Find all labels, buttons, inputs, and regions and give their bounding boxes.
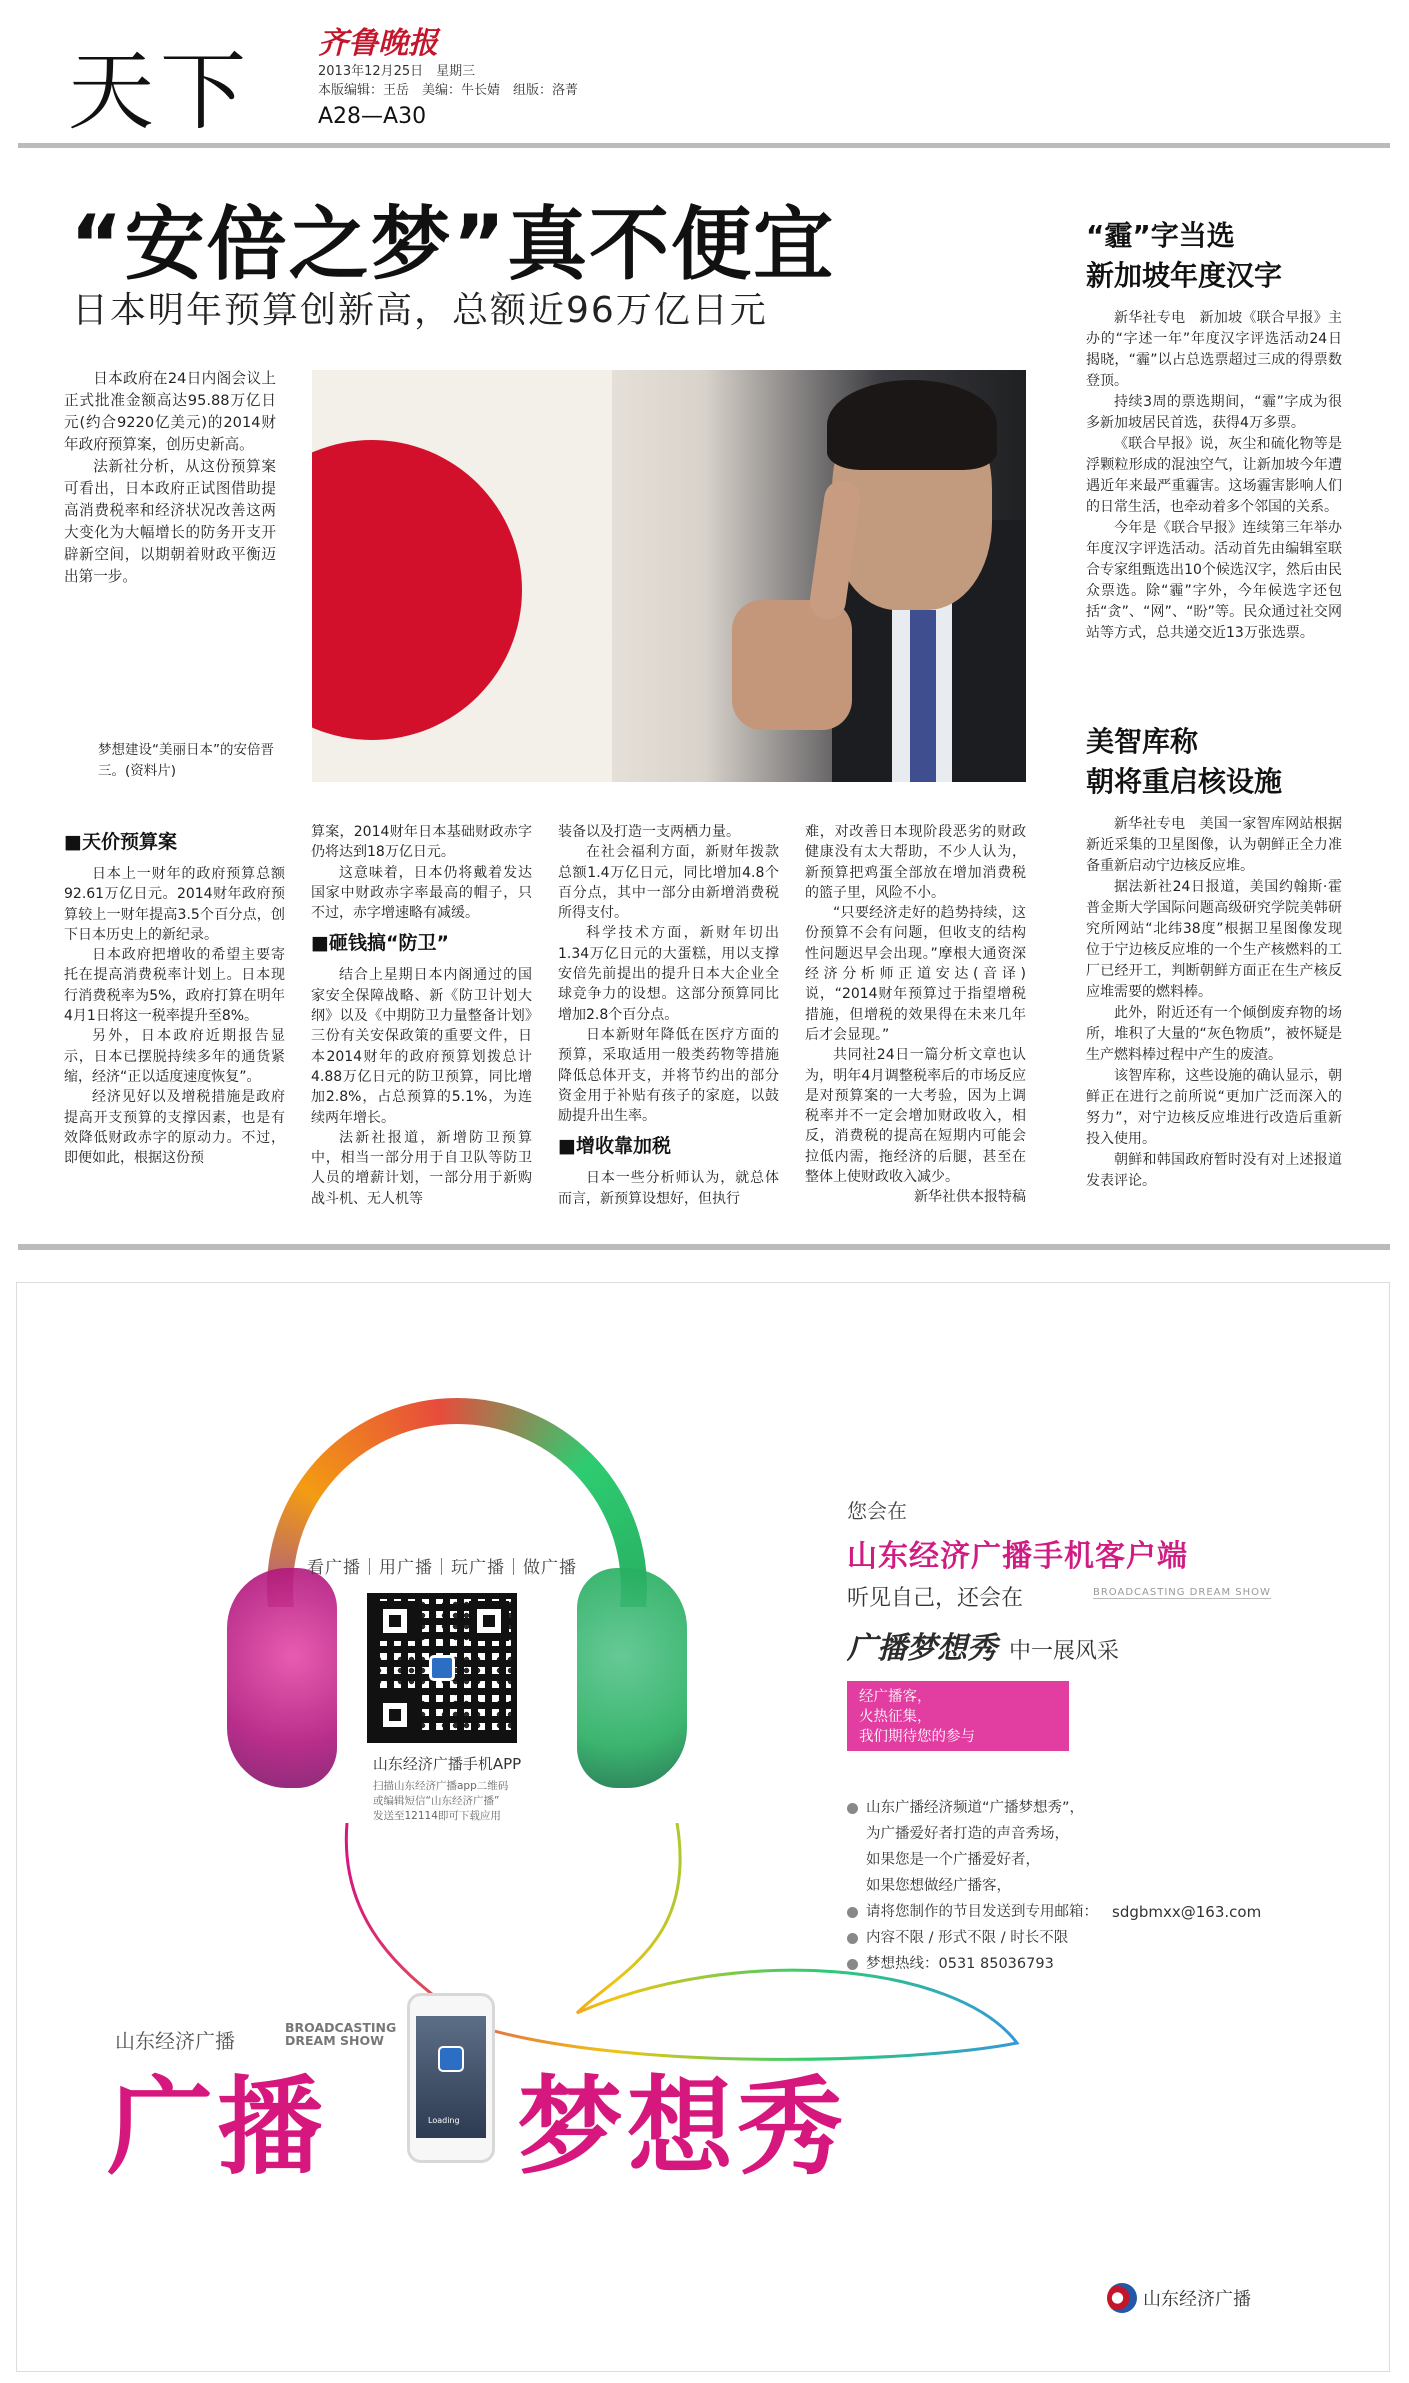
sidebar-title: “霾”字当选 <box>1086 219 1235 252</box>
station-logo-text: 山东经济广播 <box>1143 2289 1251 2310</box>
body-paragraph: 日本新财年降低在医疗方面的预算，采取适用一般类药物等措施降低总体开支，并将节约出的部分资金用于补贴有孩子的家庭，以鼓励提升出生率。 <box>558 1026 779 1125</box>
contact-email[interactable]: sdgbmxx@163.com <box>1112 1903 1262 1921</box>
ad-intro: 您会在 <box>847 1499 907 1523</box>
article-photo <box>312 370 1026 782</box>
body-paragraph: 难，对改善日本现阶段恶劣的财政健康没有太大帮助，不少人认为，新预算把鸡蛋全部放在增加消费税的篮子里，风险不小。 <box>805 824 1026 901</box>
section-subhead: ■砸钱搞“防卫” <box>311 932 449 955</box>
article-column-4 <box>805 822 1026 1232</box>
smartphone-graphic <box>407 1993 495 2163</box>
info-row <box>847 1795 1347 1821</box>
photo-caption: 梦想建设“美丽日本”的安倍晋三。(资料片) <box>98 742 274 779</box>
qr-finder <box>375 1601 415 1641</box>
body-paragraph: 这意味着，日本仍将戴着发达国家中财政赤字率最高的帽子，只不过，赤字增速略有减缓。 <box>311 864 532 922</box>
hotline-label: 梦想热线： <box>866 1956 939 1972</box>
body-paragraph: “只要经济走好的趋势持续，这份预算不会有问题，但收支的结构性问题迟早会出现。”摩根大通资深经济分析师正道安达(音译)说，“2014财年预算过于指望增税措施，但增税的效果得在未来几年后才会显现。” <box>805 905 1026 1043</box>
body-paragraph: 共同社24日一篇分析文章也认为，明年4月调整税率后的市场反应是对预算案的一大考验，因为上调税率并不一定会增加财政收入，相反，消费税的提高在短期内可能会拉低内需，拖经济的后腿，甚至在整体上使财政收入减少。 <box>805 1047 1026 1186</box>
ad-big-title-right: 梦想秀 <box>517 2066 847 2189</box>
sidebar-title: 新加坡年度汉字 <box>1086 259 1283 292</box>
article-byline: 新华社供本报特稿 <box>914 1189 1026 1206</box>
ad-show-name: 广播梦想秀 <box>847 1631 997 1666</box>
info-text: 山东广播经济频道“广播梦想秀”， <box>866 1800 1085 1816</box>
info-row <box>847 1951 1347 1977</box>
info-row <box>847 1899 1347 1925</box>
ad-info-list <box>847 1795 1347 1977</box>
body-paragraph: 科学技术方面，新财年切出1.34万亿日元的大蛋糕，用以支撑安倍先前提出的提升日本大企业全球竞争力的设想。这部分预算同比增加2.8个百分点。 <box>558 925 779 1023</box>
body-paragraph: 经济见好以及增税措施是政府提高开支预算的支撑因素，也是有效降低财政赤字的原动力。不过，即便如此，根据这份预 <box>64 1089 285 1167</box>
qr-code[interactable] <box>367 1593 517 1743</box>
station-logo <box>1107 2283 1251 2313</box>
page-range: A28—A30 <box>318 104 427 129</box>
issue-meta <box>318 62 578 100</box>
advertisement <box>16 1282 1390 2372</box>
info-text: 为广播爱好者打造的声音秀场， <box>866 1826 1069 1842</box>
info-row <box>847 1847 1347 1873</box>
info-text: 如果您想做经广播客， <box>866 1878 1011 1894</box>
article-headline: “安倍之梦”真不便宜 <box>70 198 836 291</box>
bullet-icon <box>847 1933 858 1944</box>
photo-tie <box>910 610 936 782</box>
sidebar-paragraph: 持续3周的票选期间，“霾”字成为很多新加坡居民首选，获得4万多票。 <box>1086 394 1342 431</box>
masthead <box>18 0 1390 148</box>
app-icon <box>438 2046 464 2072</box>
headphone-cup-left <box>227 1568 337 1788</box>
phone-screen <box>416 2016 486 2138</box>
article-lead <box>64 368 276 588</box>
body-paragraph: 另外，日本政府近期报告显示，日本已摆脱持续多年的通货紧缩，经济“正以适度速度恢复”。 <box>64 1028 285 1085</box>
masthead-divider <box>18 143 1390 148</box>
body-paragraph: 算案，2014财年日本基础财政赤字仍将达到18万亿日元。 <box>311 824 532 861</box>
info-text: 如果您是一个广播爱好者， <box>866 1852 1040 1868</box>
body-paragraph: 在社会福利方面，新财年拨款总额1.4万亿日元，同比增加4.8个百分点，其中一部分由新增消费税所得支付。 <box>558 844 779 922</box>
sidebar-title: 美智库称 <box>1086 725 1199 758</box>
bullet-icon <box>847 1907 858 1918</box>
sidebar-text <box>1086 814 1342 1192</box>
callout-line: 经广播客， <box>859 1689 932 1705</box>
section-subhead: ■天价预算案 <box>64 831 177 853</box>
sidebar-paragraph: 此外，附近还有一个倾倒废弃物的场所，堆积了大量的“灰色物质”，被怀疑是生产燃料棒过程中产生的废渣。 <box>1086 1005 1342 1063</box>
ad-hear-line <box>847 1581 1271 1612</box>
callout-line: 火热征集， <box>859 1709 932 1725</box>
issue-date: 2013年12月25日 星期三 <box>318 64 476 79</box>
newspaper-brand: 齐鲁晚报 <box>318 26 438 61</box>
lead-paragraph: 法新社分析，从这份预算案可看出，日本政府正试图借助提高消费税率和经济状况改善这两大变化为大幅增长的防务开支开辟新空间，以期朝着财政平衡迈出第一步。 <box>64 458 276 585</box>
ad-show-suffix: 中一展风采 <box>1009 1639 1120 1664</box>
submit-label: 请将您制作的节目发送到专用邮箱： <box>866 1904 1098 1920</box>
sidebar-paragraph: 据法新社24日报道，美国约翰斯·霍普金斯大学国际问题高级研究学院美韩研究所网站“北纬38度”根据卫星图像发现位于宁边核反应堆的一个生产核燃料的工厂已经开工，判断朝鲜方面正在生产核反应堆需要的燃料棒。 <box>1086 879 1342 1000</box>
info-row <box>847 1925 1347 1951</box>
station-english-line: DREAM SHOW <box>285 2033 384 2048</box>
ad-client-title: 山东经济广播手机客户端 <box>847 1539 1188 1574</box>
ad-show-line <box>847 1623 1119 1667</box>
hotline-number[interactable]: 0531 85036793 <box>938 1956 1054 1972</box>
qr-finder <box>469 1601 509 1641</box>
photo-fist <box>732 600 852 730</box>
callout-line: 我们期待您的参与 <box>859 1729 975 1745</box>
ad-hear-text: 听见自己，还会在 <box>847 1586 1024 1611</box>
ad-callout-box <box>847 1681 1069 1751</box>
sidebar-title: 朝将重启核设施 <box>1086 765 1283 798</box>
sidebar-paragraph: 新华社专电 新加坡《联合早报》主办的“字述一年”年度汉字评选活动24日揭晓，“霾”以占总选票超过三成的得票数登顶。 <box>1086 310 1342 389</box>
body-paragraph: 法新社报道，新增防卫预算中，相当一部分用于自卫队等防卫人员的增薪计划，一部分用于新购战斗机、无人机等 <box>311 1129 532 1207</box>
sidebar-paragraph: 新华社专电 美国一家智库网站根据新近采集的卫星图像，认为朝鲜正全力准备重新启动宁边核反应堆。 <box>1086 816 1342 874</box>
rules-text: 内容不限 / 形式不限 / 时长不限 <box>866 1930 1069 1946</box>
headphone-cup-right <box>577 1568 687 1788</box>
sidebar-paragraph: 今年是《联合早报》连续第三年举办年度汉字评选活动。活动首先由编辑室联合专家组甄选出10个候选汉字，然后由民众票选。除“霾”字外，今年候选字还包括“贪”、“网”、“盼”等。民众通过社交网站等方式，总共递交近13万张选票。 <box>1086 520 1342 641</box>
body-paragraph: 日本政府把增收的希望主要寄托在提高消费税率计划上。日本现行消费税率为5%，政府打算在明年4月1日将这一税率提升至8%。 <box>64 947 285 1025</box>
section-divider <box>18 1244 1390 1250</box>
station-logo-icon <box>1107 2283 1137 2313</box>
sidebar-text <box>1086 308 1342 644</box>
article-column-2 <box>311 822 532 1232</box>
phone-loading-text: Loading <box>428 2116 460 2125</box>
section-subhead: ■增收靠加税 <box>558 1135 671 1158</box>
station-english-line: BROADCASTING <box>285 2020 397 2035</box>
article-subheadline: 日本明年预算创新高，总额近96万亿日元 <box>72 290 768 331</box>
article-body <box>64 822 1026 1232</box>
ad-hear-english: BROADCASTING DREAM SHOW <box>1093 1587 1271 1598</box>
bullet-icon <box>847 1803 858 1814</box>
photo-hair <box>827 380 997 470</box>
editor-credits: 本版编辑：王岳 美编：牛长婧 组版：洛菁 <box>318 83 579 98</box>
sidebar-paragraph: 该智库称，这些设施的确认显示，朝鲜正在进行之前所说“更加广泛而深入的努力”，对宁边核反应堆进行改造后重新投入使用。 <box>1086 1068 1342 1147</box>
article-column-1 <box>64 822 285 1232</box>
ad-big-title-left: 广播 <box>107 2066 327 2189</box>
sidebar-paragraph: 《联合早报》说，灰尘和硫化物等是浮颗粒形成的混浊空气，让新加坡今年遭遇近年来最严重霾害。这场霾害影响人们的日常生活，也牵动着多个邻国的关系。 <box>1086 436 1342 515</box>
sidebar-story-nuclear <box>1086 722 1342 1192</box>
qr-finder <box>375 1695 415 1735</box>
app-logo-icon <box>429 1655 455 1681</box>
ad-tagline: 看广播｜用广播｜玩广播｜做广播 <box>307 1558 577 1578</box>
body-paragraph: 日本上一财年的政府预算总额92.61万亿日元。2014财年政府预算较上一财年提高3.5个百分点，创下日本历史上的新纪录。 <box>64 866 285 943</box>
app-name: 山东经济广播手机APP <box>372 1755 522 1773</box>
info-row <box>847 1873 1347 1899</box>
station-name: 山东经济广播 <box>115 2029 235 2053</box>
section-title: 天下 <box>68 42 252 142</box>
sidebar-story-haze <box>1086 216 1342 644</box>
article-column-3 <box>558 822 779 1232</box>
body-paragraph: 日本一些分析师认为，就总体而言，新预算设想好，但执行 <box>558 1170 779 1207</box>
sidebar-paragraph: 朝鲜和韩国政府暂时没有对上述报道发表评论。 <box>1086 1152 1342 1189</box>
lead-paragraph: 日本政府在24日内阁会议上正式批准金额高达95.88万亿日元(约合9220亿美元)的2014财年政府预算案，创历史新高。 <box>64 370 276 453</box>
info-row <box>847 1821 1347 1847</box>
app-download-hint: 扫描山东经济广播app二维码 或编辑短信“山东经济广播” 发送至12114即可下载应用 <box>373 1780 509 1822</box>
body-paragraph: 结合上星期日本内阁通过的国家安全保障战略、新《防卫计划大纲》以及《中期防卫力量整备计划》三份有关安保政策的重要文件，日本2014财年的政府预算划拨总计4.88万亿日元的防卫预算，同比增加2.8%，占总预算的5.1%，为连续两年增长。 <box>311 967 532 1126</box>
body-paragraph: 装备以及打造一支两栖力量。 <box>558 824 740 840</box>
bullet-icon <box>847 1959 858 1970</box>
